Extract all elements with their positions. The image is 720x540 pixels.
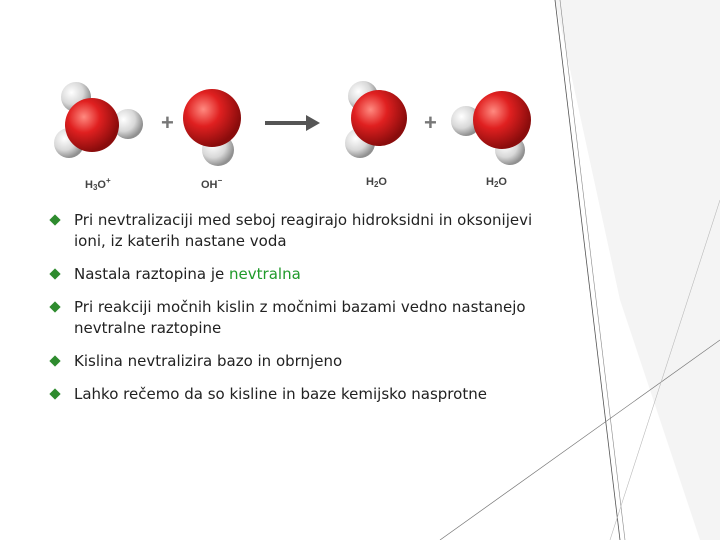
bullet-text: Pri reakciji močnih kislin z močnimi bazami vedno nastanejo nevtralne raztopine (74, 298, 526, 337)
bullet-item (50, 264, 540, 285)
reaction-diagram (40, 70, 540, 200)
hydroxide-molecule (183, 89, 241, 166)
diamond-bullet-icon (49, 214, 60, 225)
hydronium-molecule (54, 82, 143, 158)
bullet-text: Kislina nevtralizira bazo in obrnjeno (74, 352, 343, 370)
bullet-text: Nastala raztopina je (74, 265, 230, 283)
diamond-bullet-icon (49, 388, 60, 399)
bullet-item (50, 210, 540, 252)
formula-water-2: $H_2O$ (486, 176, 507, 189)
bullet-text: Lahko rečemo da so kisline in baze kemijsko nasprotne (74, 385, 487, 403)
diamond-bullet-icon (49, 301, 60, 312)
formula-hydroxide: OH− (201, 176, 223, 191)
highlight-text: nevtralna (229, 265, 301, 283)
reaction-arrow-icon (265, 115, 320, 131)
plus-sign-2: + (424, 110, 437, 135)
bullet-item (50, 351, 540, 372)
bullet-text: Pri nevtralizaciji med seboj reagirajo hidroksidni in oksonijevi ioni, iz katerih nastane voda (74, 211, 533, 250)
bullet-item (50, 297, 540, 339)
water-molecule-1 (345, 81, 407, 158)
diamond-bullet-icon (49, 268, 60, 279)
formula-hydronium: $H_3O^+$ (85, 176, 111, 192)
water-molecule-2 (451, 91, 531, 165)
bullet-item (50, 384, 540, 405)
plus-sign-1: + (161, 110, 174, 135)
diamond-bullet-icon (49, 355, 60, 366)
formula-water-1: $H_2O$ (366, 176, 387, 189)
bullet-list (50, 210, 540, 417)
